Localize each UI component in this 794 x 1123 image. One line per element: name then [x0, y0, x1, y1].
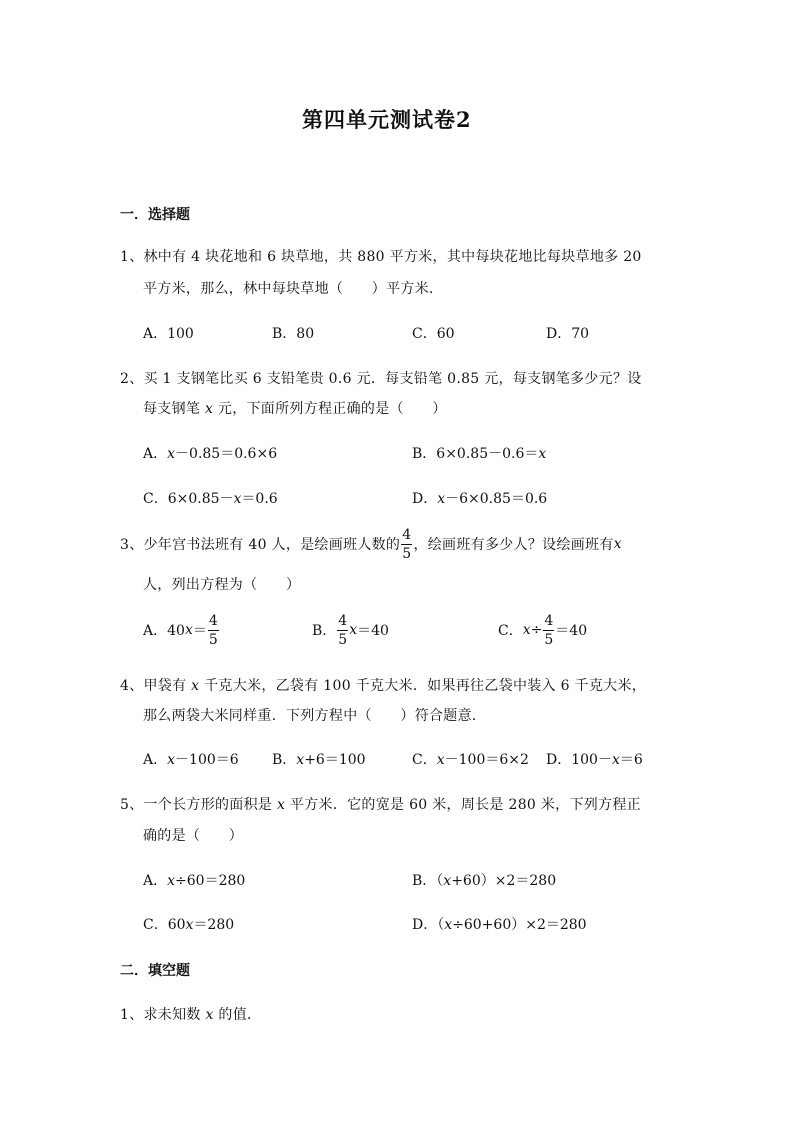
- q2-line2-pre: 每支钢笔: [143, 401, 205, 417]
- q1-option-d[interactable]: D．70: [546, 326, 590, 342]
- q3c-frac-num: 4: [544, 612, 554, 629]
- q5-option-d[interactable]: [412, 914, 587, 934]
- q2d-var: x: [437, 491, 446, 507]
- q4c-var: x: [436, 752, 445, 768]
- q2-option-c[interactable]: [143, 488, 278, 508]
- q4-option-b[interactable]: [272, 749, 366, 769]
- q5-line1-pre: 5、一个长方形的面积是: [120, 797, 277, 813]
- q3b-pre: B．: [312, 623, 337, 639]
- section-choice-heading: 一．选择题: [120, 207, 190, 223]
- q2c-var: x: [233, 491, 242, 507]
- q4b-var: x: [296, 752, 305, 768]
- q3-frac-den: 5: [402, 545, 412, 562]
- q3a-pre: A．40: [143, 623, 185, 639]
- q5d-var: x: [444, 917, 453, 933]
- q2d-pre: D．: [412, 491, 438, 507]
- q2c-post: ＝0.6: [241, 491, 278, 507]
- q5-line1-post: 平方米．它的宽是 60 米，周长是 280 米，下列方程正: [285, 797, 641, 813]
- page-title: 第四单元测试卷2: [302, 107, 472, 132]
- q2-line2-post: 元，下面所列方程正确的是（ ）: [213, 401, 447, 417]
- q2-option-b[interactable]: [412, 443, 546, 463]
- q2b-pre: B．6×0.85－0.6＝: [412, 446, 539, 462]
- q5b-post: +60）×2＝280: [451, 873, 557, 889]
- q5a-pre: A．: [143, 873, 168, 889]
- q3-option-a[interactable]: [143, 610, 220, 650]
- q5-option-b[interactable]: [412, 870, 556, 890]
- q2a-pre: A．: [143, 446, 168, 462]
- q3-fraction: [401, 528, 412, 561]
- q5c-var: x: [185, 917, 194, 933]
- f1-var: x: [205, 1007, 214, 1023]
- q3-frac-num: 4: [402, 526, 412, 543]
- q4-option-a[interactable]: [143, 749, 239, 769]
- q4b-post: +6＝100: [304, 752, 366, 768]
- q4b-pre: B．: [272, 752, 297, 768]
- q2d-post: －6×0.85＝0.6: [445, 491, 548, 507]
- q5d-post: ÷60+60）×2＝280: [452, 917, 587, 933]
- q4d-pre: D．100－: [546, 752, 612, 768]
- f1-post: 的值．: [213, 1007, 262, 1023]
- q1-option-b[interactable]: B．80: [272, 326, 315, 342]
- q4-var: x: [191, 678, 200, 694]
- q3b-frac-num: 4: [338, 612, 348, 629]
- q2b-var: x: [538, 446, 547, 462]
- question-3-line1: [120, 524, 622, 564]
- q4d-var: x: [611, 752, 620, 768]
- q3c-pre: C．: [498, 623, 523, 639]
- q5-var: x: [276, 797, 286, 813]
- q4d-post: ＝6: [619, 752, 643, 768]
- q5a-post: ÷60＝280: [175, 873, 246, 889]
- q2a-var: x: [167, 446, 176, 462]
- q5d-pre: D．（: [412, 917, 445, 933]
- q3c-frac-den: 5: [544, 631, 554, 648]
- question-5-line1: [120, 794, 641, 814]
- q3a-post: ＝: [192, 623, 207, 639]
- question-4-line2: 那么两袋大米同样重．下列方程中（ ）符合题意．: [143, 708, 487, 724]
- question-5-line2: 确的是（ ）: [143, 828, 244, 844]
- question-1-line2: 平方米，那么，林中每块草地（ ）平方米．: [143, 281, 444, 297]
- question-3-line2: 人，列出方程为（ ）: [143, 577, 301, 593]
- q3c-mid: ÷: [530, 622, 543, 638]
- q1-option-a[interactable]: A．100: [143, 326, 194, 342]
- fill-question-1: [120, 1004, 261, 1024]
- q3-line1-post: ，绘画班有多少人？设绘画班有: [413, 537, 614, 553]
- q3-line1-pre: 3、少年宫书法班有 40 人，是绘画班人数的: [120, 537, 401, 553]
- q4a-pre: A．: [143, 752, 168, 768]
- question-1-line1: 1、林中有 4 块花地和 6 块草地，共 880 平方米，其中每块花地比每块草地多 20: [120, 249, 642, 265]
- q3c-var: x: [522, 622, 531, 638]
- q5b-pre: B．（: [412, 873, 444, 889]
- q4-line1-post: 千克大米，乙袋有 100 千克大米．如果再往乙袋中装入 6 千克大米，: [199, 678, 647, 694]
- q4c-pre: C．: [412, 752, 437, 768]
- question-2-line2: [143, 398, 447, 418]
- q4c-post: －100＝6×2: [444, 752, 529, 768]
- q3-option-c[interactable]: [498, 610, 587, 650]
- q3a-frac-num: 4: [208, 612, 218, 629]
- q5c-pre: C．60: [143, 917, 186, 933]
- q3b-fraction: [337, 614, 348, 647]
- q3a-fraction: [208, 614, 219, 647]
- q4-line1-pre: 4、甲袋有: [120, 678, 192, 694]
- q3b-post: ＝40: [357, 623, 389, 639]
- q3a-var: x: [184, 622, 193, 638]
- q4a-post: －100＝6: [175, 752, 239, 768]
- q5a-var: x: [167, 873, 176, 889]
- q5-option-a[interactable]: [143, 870, 245, 890]
- q2a-post: －0.85＝0.6×6: [175, 446, 278, 462]
- q3c-fraction: [543, 614, 554, 647]
- q5b-var: x: [443, 873, 452, 889]
- q4a-var: x: [167, 752, 176, 768]
- question-2-line1: 2、买 1 支钢笔比买 6 支铅笔贵 0.6 元．每支铅笔 0.85 元，每支钢笔多少元？设: [120, 371, 642, 387]
- q5-option-c[interactable]: [143, 914, 234, 934]
- question-4-line1: [120, 675, 646, 695]
- q3b-frac-den: 5: [338, 631, 348, 648]
- q2-option-a[interactable]: [143, 443, 277, 463]
- q4-option-c[interactable]: [412, 749, 529, 769]
- q4-option-d[interactable]: [546, 749, 643, 769]
- q3c-post: ＝40: [555, 623, 588, 639]
- q2-var: x: [204, 401, 214, 417]
- q3b-var: x: [349, 622, 358, 638]
- q2-option-d[interactable]: [412, 488, 547, 508]
- f1-pre: 1、求未知数: [120, 1007, 206, 1023]
- q3a-frac-den: 5: [208, 631, 218, 648]
- q2c-pre: C．6×0.85－: [143, 491, 234, 507]
- q5c-post: ＝280: [193, 917, 235, 933]
- q3-option-b[interactable]: [312, 610, 389, 650]
- q3-var: x: [613, 536, 622, 552]
- section-fill-heading: 二．填空题: [120, 963, 190, 979]
- q1-option-c[interactable]: C．60: [412, 326, 455, 342]
